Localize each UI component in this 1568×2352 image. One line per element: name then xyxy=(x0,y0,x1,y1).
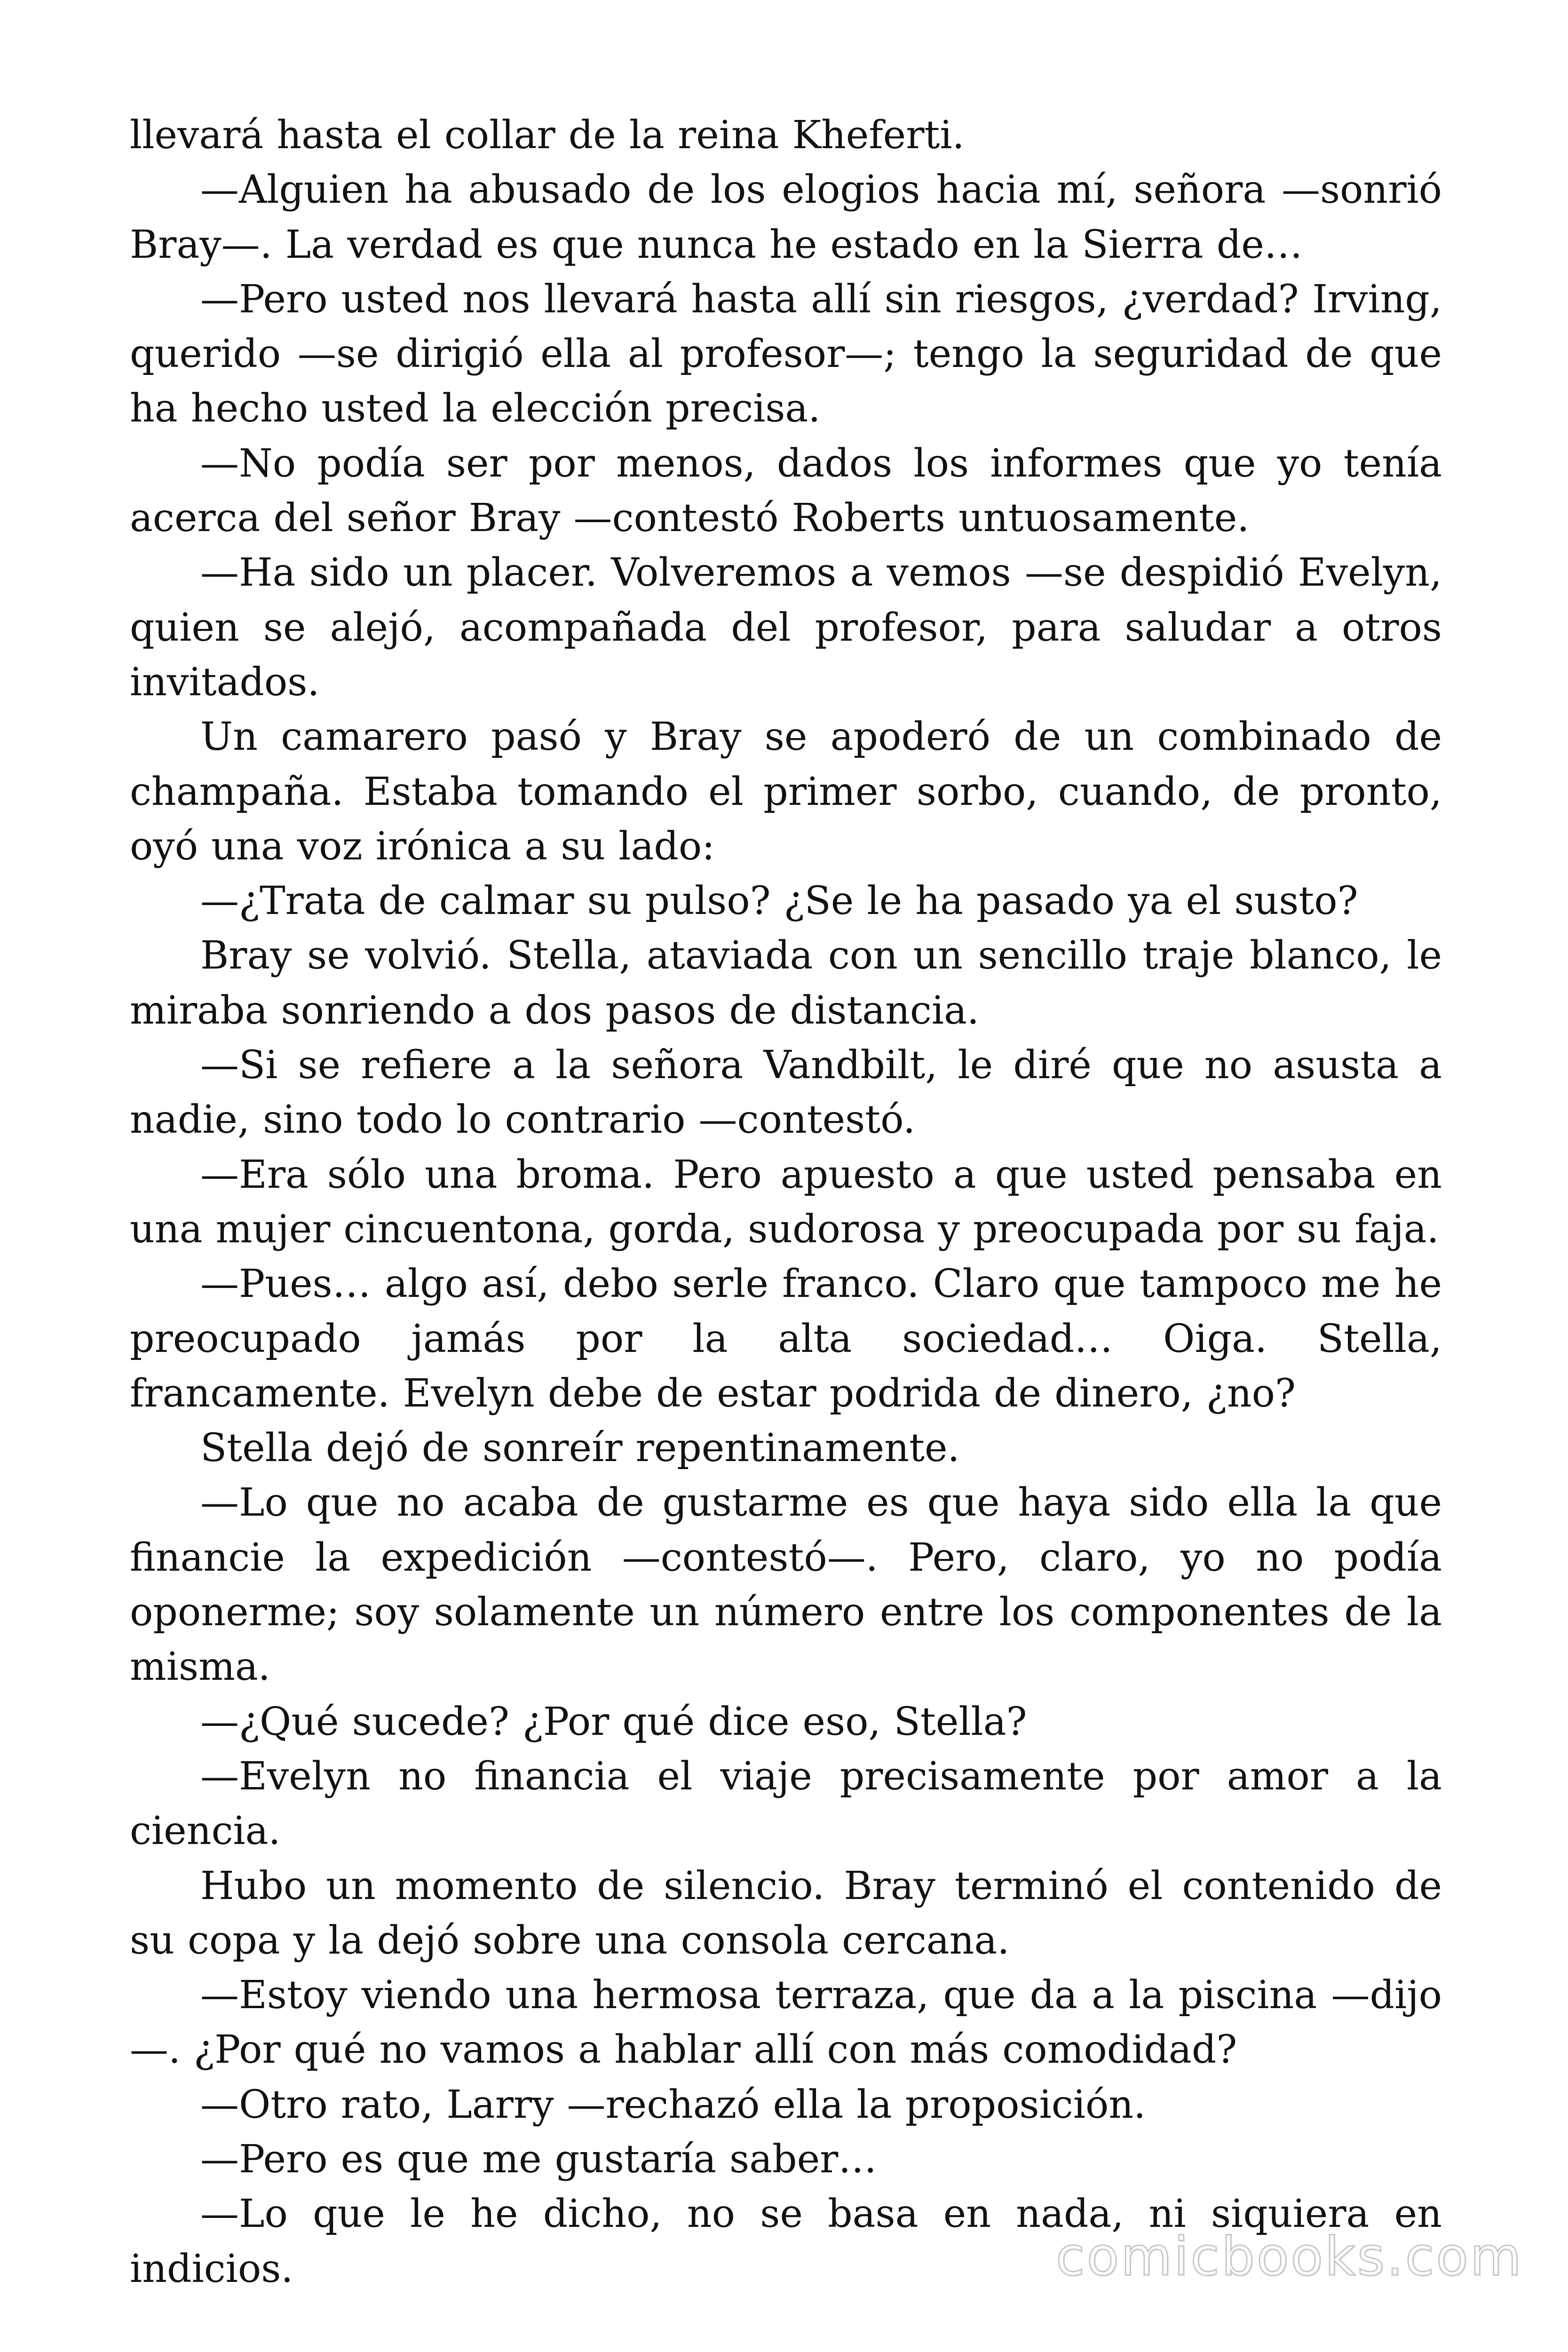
paragraph-5: —Ha sido un placer. Volveremos a vemos —se despidió Evelyn, quien se alejó, acompañada del profesor, para saludar a otros invitados. xyxy=(130,550,1442,705)
paragraph-10: —Era sólo una broma. Pero apuesto a que usted pensaba en una mujer cincuentona, gorda, sudorosa y preocupada por su faja. xyxy=(130,1152,1442,1252)
paragraph-11: —Pues… algo así, debo serle franco. Claro que tampoco me he preocupado jamás por la alta sociedad… Oiga. Stella, francamente. Evelyn debe de estar podrida de dinero, ¿no? xyxy=(130,1262,1442,1416)
paragraph-9: —Si se refiere a la señora Vandbilt, le diré que no asusta a nadie, sino todo lo contrario —contestó. xyxy=(130,1043,1442,1143)
paragraph-7: —¿Trata de calmar su pulso? ¿Se le ha pasado ya el susto? xyxy=(200,879,1358,924)
book-page-body xyxy=(130,108,1442,2296)
paragraph-6: Un camarero pasó y Bray se apoderó de un combinado de champaña. Estaba tomando el primer sorbo, cuando, de pronto, oyó una voz irónica a su lado: xyxy=(130,715,1442,869)
paragraph-17: —Estoy viendo una hermosa terraza, que da a la piscina —dijo —. ¿Por qué no vamos a hablar allí con más comodidad? xyxy=(130,1973,1442,2073)
watermark: comicbooks.com xyxy=(1055,2226,1523,2288)
paragraph-12: Stella dejó de sonreír repentinamente. xyxy=(200,1426,960,1471)
paragraph-8: Bray se volvió. Stella, ataviada con un sencillo traje blanco, le miraba sonriendo a dos pasos de distancia. xyxy=(130,933,1442,1033)
paragraph-13: —Lo que no acaba de gustarme es que haya sido ella la que financie la expedición —contestó—. Pero, claro, yo no podía oponerme; soy solamente un número entre los componentes de la misma. xyxy=(130,1480,1442,1690)
paragraph-4: —No podía ser por menos, dados los informes que yo tenía acerca del señor Bray —contestó Roberts untuosamente. xyxy=(130,441,1442,541)
paragraph-3: —Pero usted nos llevará hasta allí sin riesgos, ¿verdad? Irving, querido —se dirigió ella al profesor—; tengo la seguridad de que ha hecho usted la elección precisa. xyxy=(130,277,1442,431)
paragraph-1: llevará hasta el collar de la reina Kheferti. xyxy=(130,113,965,158)
paragraph-2: —Alguien ha abusado de los elogios hacia mí, señora —sonrió Bray—. La verdad es que nunca he estado en la Sierra de… xyxy=(130,167,1442,267)
paragraph-14: —¿Qué sucede? ¿Por qué dice eso, Stella? xyxy=(200,1699,1027,1744)
paragraph-19: —Pero es que me gustaría saber… xyxy=(200,2137,877,2182)
paragraph-18: —Otro rato, Larry —rechazó ella la proposición. xyxy=(200,2082,1146,2127)
paragraph-20: —Lo que le he dicho, no se basa en nada, ni siquiera en indicios. xyxy=(130,2192,1442,2291)
paragraph-15: —Evelyn no financia el viaje precisamente por amor a la ciencia. xyxy=(130,1754,1442,1854)
paragraph-16: Hubo un momento de silencio. Bray terminó el contenido de su copa y la dejó sobre una consola cercana. xyxy=(130,1863,1442,1963)
